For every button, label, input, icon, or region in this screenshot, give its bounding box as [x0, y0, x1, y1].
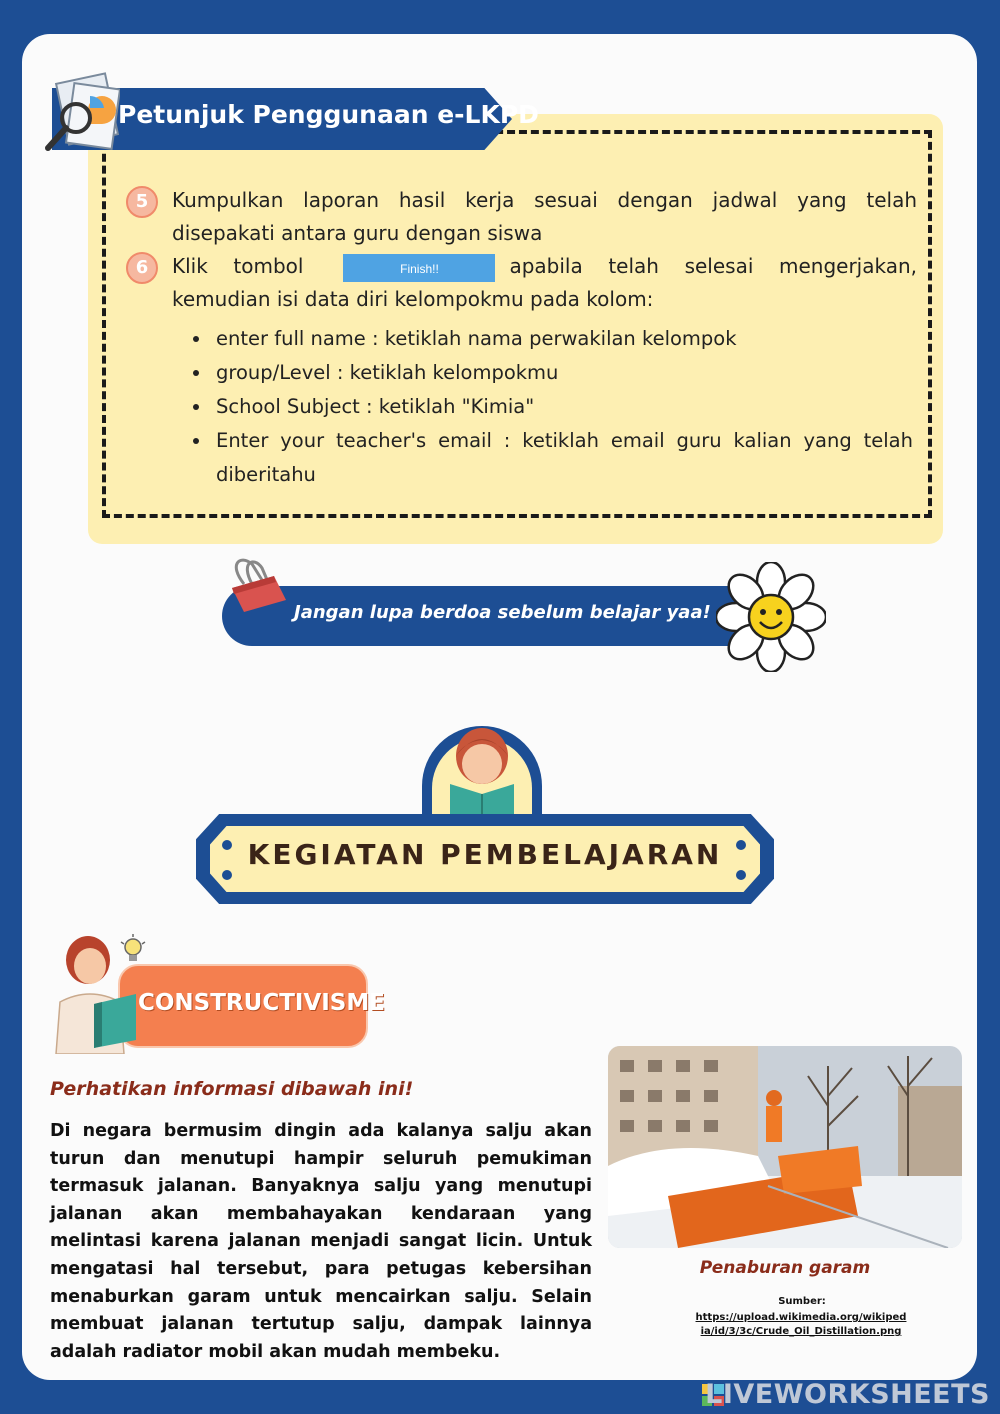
lightbulb-icon [120, 934, 146, 968]
list-item: • School Subject : ketiklah "Kimia" [212, 390, 913, 424]
list-item: • Enter your teacher's email : ketiklah email guru kalian yang telah diberitahu [212, 424, 913, 492]
list-item: • group/Level : ketiklah kelompokmu [212, 356, 913, 390]
banner-dot [222, 870, 232, 880]
constructivisme-label: CONSTRUCTIVISME [138, 990, 385, 1016]
step-number-badge: 6 [126, 252, 158, 284]
binder-clip-icon [222, 554, 292, 616]
worksheet-page [22, 34, 977, 1380]
document-magnifier-icon [40, 72, 120, 162]
watermark: LIVEWORKSHEETS [705, 1379, 990, 1410]
instructions-title: Petunjuk Penggunaan e-LKPD [118, 100, 539, 129]
step-5 [126, 184, 917, 250]
banner-dot [736, 870, 746, 880]
step-6 [126, 250, 917, 316]
snow-street-photo [608, 1046, 962, 1248]
source-label: Sumber: [778, 1296, 826, 1307]
finish-button[interactable]: Finish!! [343, 254, 495, 282]
reading-girl-icon [420, 716, 544, 826]
step-5-text: Kumpulkan laporan hasil kerja sesuai dengan jadwal yang telah disepakati antara guru dengan siswa [172, 188, 917, 245]
smiley-flower-icon [716, 562, 826, 672]
section-subheading: Perhatikan informasi dibawah ini! [50, 1078, 414, 1100]
reminder-text: Jangan lupa berdoa sebelum belajar yaa! [294, 602, 711, 623]
source-link[interactable]: https://upload.wikimedia.org/wikipedia/id/3/3c/Crude_Oil_Distillation.png [695, 1312, 907, 1337]
step-6-text-before: Klik tombol [172, 254, 304, 278]
step-number-badge: 5 [126, 186, 158, 218]
info-paragraph: Di negara bermusim dingin ada kalanya salju akan turun dan menutupi hampir seluruh pemukiman termasuk jalanan. Banyaknya salju yang menutupi jalanan akan membahayakan kendaraan yang melintasi karena jalanan menjadi sangat licin. Untuk mengatasi hal tersebut, para petugas kebersihan menaburkan garam untuk mencairkan salju. Selain membuat jalanan tertutup salju, dampak lainnya adalah radiator mobil akan mudah membeku. [50, 1121, 592, 1362]
photo-caption: Penaburan garam [699, 1258, 871, 1278]
field-list [186, 322, 913, 492]
section-title: KEGIATAN PEMBELAJARAN [247, 838, 723, 871]
list-item: • enter full name : ketiklah nama perwakilan kelompok [212, 322, 913, 356]
step-6-text-after: apabila telah selesai mengerjakan, kemudian isi data diri kelompokmu pada kolom: [172, 254, 917, 311]
